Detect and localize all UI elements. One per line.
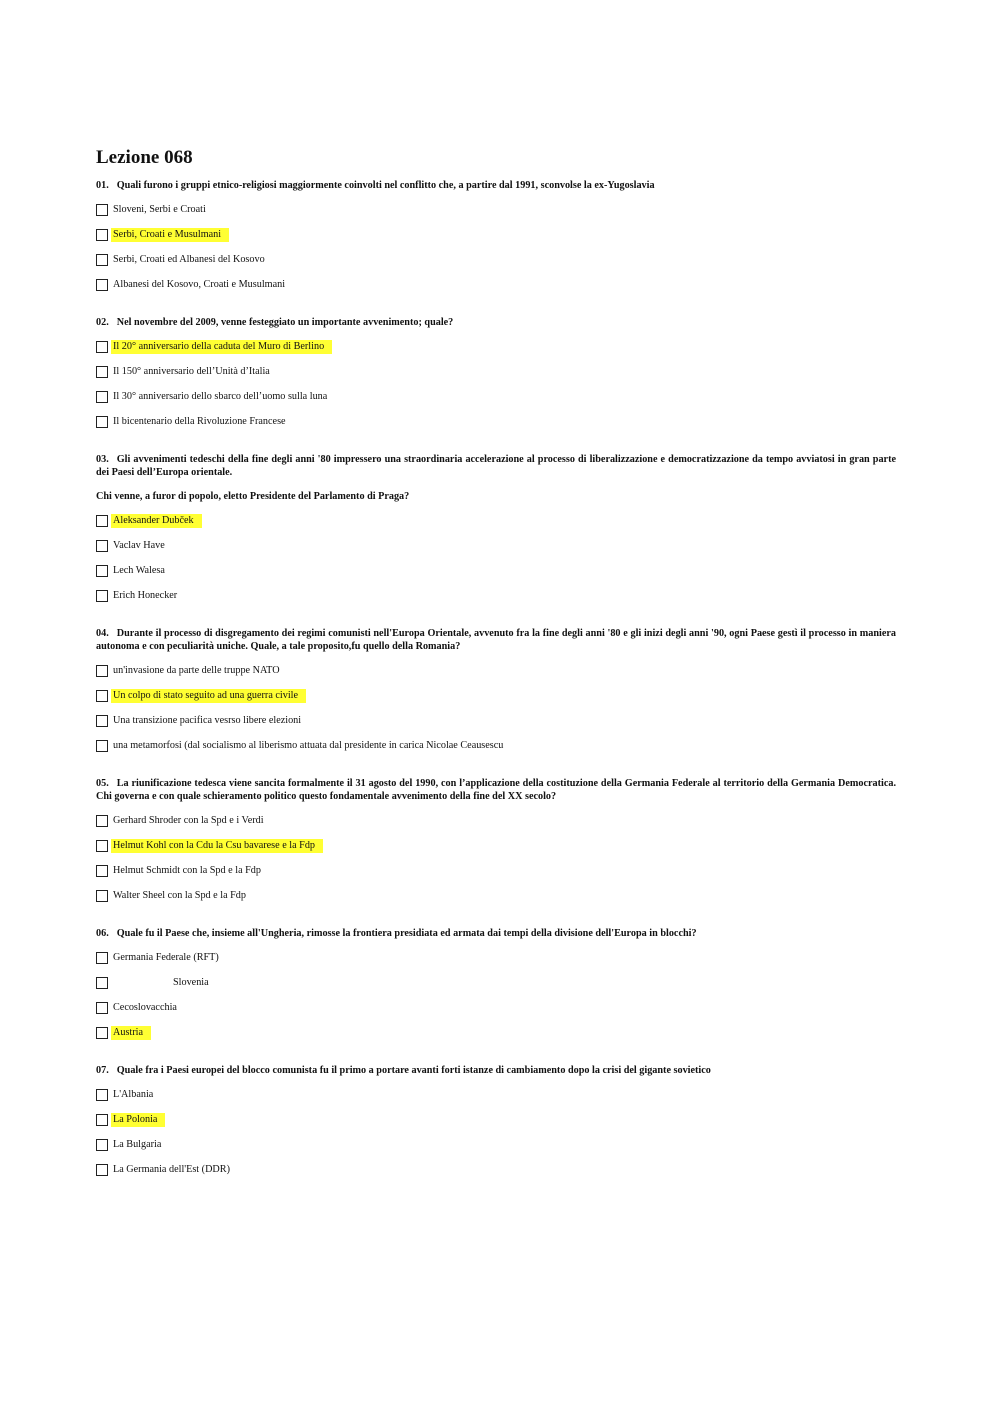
answer-checkbox[interactable]: [96, 890, 108, 902]
answer-option[interactable]: [96, 1026, 896, 1040]
question-text: [96, 927, 896, 940]
answer-option[interactable]: [96, 589, 896, 603]
answer-label: Serbi, Croati ed Albanesi del Kosovo: [113, 254, 265, 265]
answer-label-highlighted: La Polonia: [111, 1113, 165, 1127]
answer-label: Sloveni, Serbi e Croati: [113, 204, 206, 215]
answer-checkbox[interactable]: [96, 1027, 108, 1039]
answer-label: Helmut Schmidt con la Spd e la Fdp: [113, 865, 261, 876]
answer-checkbox[interactable]: [96, 740, 108, 752]
question-number: 01.: [96, 180, 109, 191]
answer-option[interactable]: [96, 976, 896, 990]
answer-option[interactable]: [96, 1001, 896, 1015]
answer-label: Walter Sheel con la Spd e la Fdp: [113, 890, 246, 901]
answer-checkbox[interactable]: [96, 229, 108, 241]
answer-option[interactable]: [96, 1138, 896, 1152]
question-block: [96, 1064, 896, 1177]
answer-checkbox[interactable]: [96, 515, 108, 527]
answer-checkbox[interactable]: [96, 1139, 108, 1151]
answer-label: Lech Walesa: [113, 565, 165, 576]
answer-checkbox[interactable]: [96, 540, 108, 552]
answer-label-highlighted: Un colpo di stato seguito ad una guerra civile: [111, 689, 306, 703]
answer-label: Albanesi del Kosovo, Croati e Musulmani: [113, 279, 286, 290]
question-block: [96, 777, 896, 903]
answer-label: La Bulgaria: [113, 1139, 162, 1150]
answer-label: Il bicentenario della Rivoluzione Francese: [113, 416, 286, 427]
question-block: [96, 627, 896, 753]
answer-checkbox[interactable]: [96, 1089, 108, 1101]
answer-label: Una transizione pacifica vesrso libere elezioni: [113, 715, 302, 726]
question-subtext: Chi venne, a furor di popolo, eletto Presidente del Parlamento di Praga?: [96, 491, 410, 502]
question-number: 02.: [96, 317, 109, 328]
answer-checkbox[interactable]: [96, 254, 108, 266]
answer-option[interactable]: [96, 1088, 896, 1102]
answer-option[interactable]: [96, 839, 896, 853]
question-body: Quale fra i Paesi europei del blocco comunista fu il primo a portare avanti forti istanze di cambiamento dopo la crisi del gigante sovietico: [116, 1065, 711, 1076]
question-body: Quali furono i gruppi etnico-religiosi maggiormente coinvolti nel conflitto che, a partire dal 1991, sconvolse la ex-Yugoslavia: [116, 180, 655, 191]
answer-option[interactable]: [96, 514, 896, 528]
answer-label: Germania Federale (RFT): [113, 952, 219, 963]
answer-checkbox[interactable]: [96, 665, 108, 677]
answer-checkbox[interactable]: [96, 690, 108, 702]
answer-option[interactable]: [96, 714, 896, 728]
answer-checkbox[interactable]: [96, 715, 108, 727]
answer-option[interactable]: [96, 415, 896, 429]
answer-option[interactable]: [96, 278, 896, 292]
answer-checkbox[interactable]: [96, 341, 108, 353]
answer-label: Erich Honecker: [113, 590, 178, 601]
question-text: [96, 179, 896, 192]
question-body: Durante il processo di disgregamento dei regimi comunisti nell'Europa Orientale, avvenuto fra la fine degli anni '80 e gli inizi degli anni '90, ogni Paese gestì il processo in maniera autonoma e con peculiarità uniche. Quale, a tale proposito,fu quello della Romania?: [96, 628, 896, 652]
question-block: [96, 453, 896, 603]
answer-checkbox[interactable]: [96, 815, 108, 827]
answer-checkbox[interactable]: [96, 1164, 108, 1176]
question-number: 03.: [96, 454, 109, 465]
question-text: [96, 627, 896, 653]
answer-option[interactable]: [96, 889, 896, 903]
answer-option[interactable]: [96, 390, 896, 404]
answer-option[interactable]: [96, 203, 896, 217]
answer-label: Cecoslovacchia: [113, 1002, 177, 1013]
answer-option[interactable]: [96, 564, 896, 578]
question-number: 05.: [96, 778, 109, 789]
answer-checkbox[interactable]: [96, 279, 108, 291]
answer-label-highlighted: Aleksander Dubček: [111, 514, 202, 528]
quiz-page: [96, 146, 896, 1201]
question-body: La riunificazione tedesca viene sancita formalmente il 31 agosto del 1990, con l’applicazione della costituzione della Germania Federale al territorio della Germania Democratica. Chi governa e con quale schieramento politico questo fondamentale avvenimento della fine del XX secolo?: [96, 778, 896, 802]
question-number: 04.: [96, 628, 109, 639]
lesson-title: Lezione 068: [96, 147, 193, 168]
question-body: Gli avvenimenti tedeschi della fine degli anni '80 impressero una straordinaria accelerazione al processo di liberalizzazione e democratizzazione da tempo avviatosi in gran parte dei Paesi dell’Europa orientale.: [96, 454, 896, 478]
answer-checkbox[interactable]: [96, 865, 108, 877]
answer-option[interactable]: [96, 1163, 896, 1177]
answer-checkbox[interactable]: [96, 391, 108, 403]
answer-option[interactable]: [96, 739, 896, 753]
answer-label-highlighted: Il 20° anniversario della caduta del Muro di Berlino: [111, 340, 332, 354]
answer-label: L'Albania: [113, 1089, 154, 1100]
answer-label: un'invasione da parte delle truppe NATO: [113, 665, 280, 676]
answer-checkbox[interactable]: [96, 204, 108, 216]
question-text: [96, 316, 896, 329]
answer-option[interactable]: [96, 1113, 896, 1127]
answer-label: Gerhard Shroder con la Spd e i Verdi: [113, 815, 264, 826]
answer-label: Il 30° anniversario dello sbarco dell’uomo sulla luna: [113, 391, 328, 402]
answer-label-highlighted: Serbi, Croati e Musulmani: [111, 228, 229, 242]
answer-option[interactable]: [96, 814, 896, 828]
question-body: Quale fu il Paese che, insieme all'Ungheria, rimosse la frontiera presidiata ed armata dai tempi della divisione dell'Europa in blocchi?: [116, 928, 697, 939]
question-number: 06.: [96, 928, 109, 939]
answer-label: Il 150° anniversario dell’Unità d’Italia: [113, 366, 270, 377]
answer-checkbox[interactable]: [96, 840, 108, 852]
answer-option[interactable]: [96, 253, 896, 267]
answer-label-highlighted: Helmut Kohl con la Cdu la Csu bavarese e la Fdp: [111, 839, 323, 853]
answer-option[interactable]: [96, 365, 896, 379]
question-block: [96, 179, 896, 292]
answer-option[interactable]: [96, 228, 896, 242]
answer-option[interactable]: [96, 340, 896, 354]
answer-checkbox[interactable]: [96, 1114, 108, 1126]
answer-checkbox[interactable]: [96, 1002, 108, 1014]
answer-checkbox[interactable]: [96, 565, 108, 577]
answer-label: una metamorfosi (dal socialismo al liberismo attuata dal presidente in carica Nicolae Ceausescu: [113, 740, 504, 751]
answer-label: Slovenia: [173, 977, 209, 988]
answer-checkbox[interactable]: [96, 590, 108, 602]
answer-checkbox[interactable]: [96, 366, 108, 378]
question-block: [96, 927, 896, 1040]
answer-checkbox[interactable]: [96, 416, 108, 428]
answer-option[interactable]: [96, 664, 896, 678]
question-text: [96, 1064, 896, 1077]
answer-option[interactable]: [96, 689, 896, 703]
question-text: [96, 453, 896, 479]
answer-label: La Germania dell'Est (DDR): [113, 1164, 230, 1175]
answer-checkbox[interactable]: [96, 977, 108, 989]
question-text: [96, 777, 896, 803]
answer-option[interactable]: [96, 951, 896, 965]
answer-label: Vaclav Have: [113, 540, 165, 551]
answer-option[interactable]: [96, 864, 896, 878]
answer-label-highlighted: Austria: [111, 1026, 151, 1040]
question-block: [96, 316, 896, 429]
question-body: Nel novembre del 2009, venne festeggiato un importante avvenimento; quale?: [116, 317, 454, 328]
question-number: 07.: [96, 1065, 109, 1076]
answer-checkbox[interactable]: [96, 952, 108, 964]
question-list: [96, 179, 896, 1177]
answer-option[interactable]: [96, 539, 896, 553]
